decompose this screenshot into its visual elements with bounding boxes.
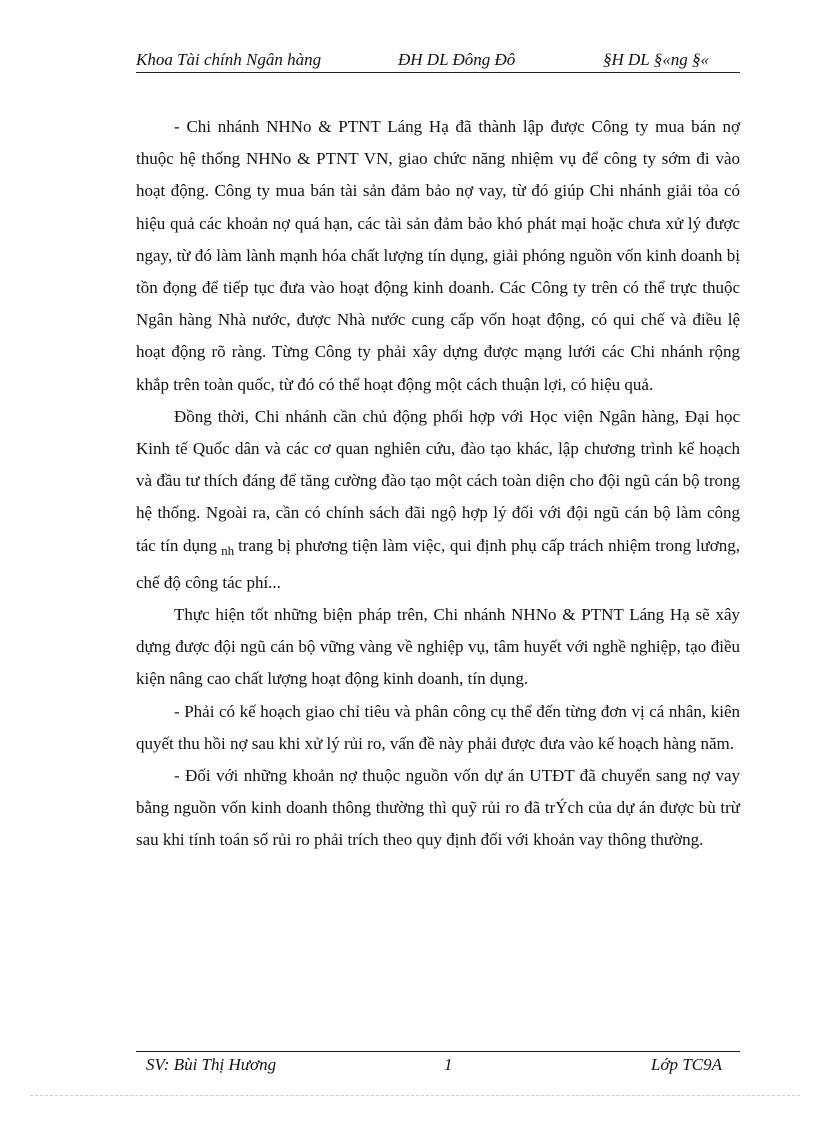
paragraph-training-text-2: trang bị phương tiện làm việc, qui định phụ cấp trách nhiệm trong lương, chế độ công tác phí... <box>136 535 740 592</box>
page-footer <box>136 1055 740 1077</box>
document-body <box>136 111 740 857</box>
paragraph-targets: - Phải có kế hoạch giao chỉ tiêu và phân công cụ thể đến từng đơn vị cá nhân, kiên quyết thu hồi nợ sau khi xử lý rủi ro, vấn đề này phải được đưa vào kế hoạch hàng năm. <box>136 701 740 753</box>
paragraph-results: Thực hiện tốt những biện pháp trên, Chi nhánh NHNo & PTNT Láng Hạ sẽ xây dựng được đội ngũ cán bộ vững vàng về nghiệp vụ, tâm huyết với nghề nghiệp, tạo điều kiện nâng cao chất lượng hoạt động kinh doanh, tín dụng. <box>136 605 740 689</box>
footer-divider <box>136 1051 740 1052</box>
header-university-garbled: §H DL §«ng §« <box>603 50 709 69</box>
page-header <box>136 50 740 73</box>
paragraph-training-subscript: nh <box>221 542 235 558</box>
paragraph-training <box>136 401 740 599</box>
footer-student: SV: Bùi Thị Hương <box>146 1055 277 1074</box>
header-faculty: Khoa Tài chính Ngân hàng <box>136 50 322 69</box>
footer-page-number: 1 <box>444 1055 453 1074</box>
paragraph-debt-company: - Chi nhánh NHNo & PTNT Láng Hạ đã thành lập được Công ty mua bán nợ thuộc hệ thống NHNo & PTNT VN, giao chức năng nhiệm vụ để công ty sớm đi vào hoạt động. Công ty mua bán tài sản đảm bảo nợ vay, từ đó giúp Chi nhánh giải tỏa có hiệu quả các khoản nợ quá hạn, các tài sản đảm bảo khó phát mại hoặc chưa xử lý được ngay, từ đó làm lành mạnh hóa chất lượng tín dụng, giải phóng nguồn vốn kinh doanh bị tồn đọng để tiếp tục đưa vào hoạt động kinh doanh. Các Công ty trên có thể trực thuộc Ngân hàng Nhà nước, được Nhà nước cung cấp vốn hoạt động, có qui chế và điều lệ hoạt động rõ ràng. Từng Công ty phải xây dựng được mạng lưới các Chi nhánh rộng khắp trên toàn quốc, từ đó có thể hoạt động một cách thuận lợi, có hiệu quả. <box>136 117 740 394</box>
footer-class: Lớp TC9A <box>651 1055 722 1074</box>
paragraph-training-text-1: Đồng thời, Chi nhánh cần chủ động phối hợp với Học viện Ngân hàng, Đại học Kinh tế Quốc dân và các cơ quan nghiên cứu, đào tạo khác, lập chương trình kế hoạch và đầu tư thích đáng để tăng cường đào tạo một cách toàn diện cho đội ngũ cán bộ trong hệ thống. Ngoài ra, cần có chính sách đãi ngộ hợp lý đối với đội ngũ cán bộ làm công tác tín dụng <box>136 406 740 555</box>
header-university: ĐH DL Đông Đô <box>398 50 516 69</box>
page-edge-divider <box>30 1095 800 1096</box>
paragraph-risk-fund: - Đối với những khoản nợ thuộc nguồn vốn dự án UTĐT đã chuyển sang nợ vay bằng nguồn vốn kinh doanh thông thường thì quỹ rủi ro đã trÝch của dự án được bù trừ sau khi tính toán số rủi ro phải trích theo quy định đối với khoản vay thông thường. <box>136 766 740 850</box>
